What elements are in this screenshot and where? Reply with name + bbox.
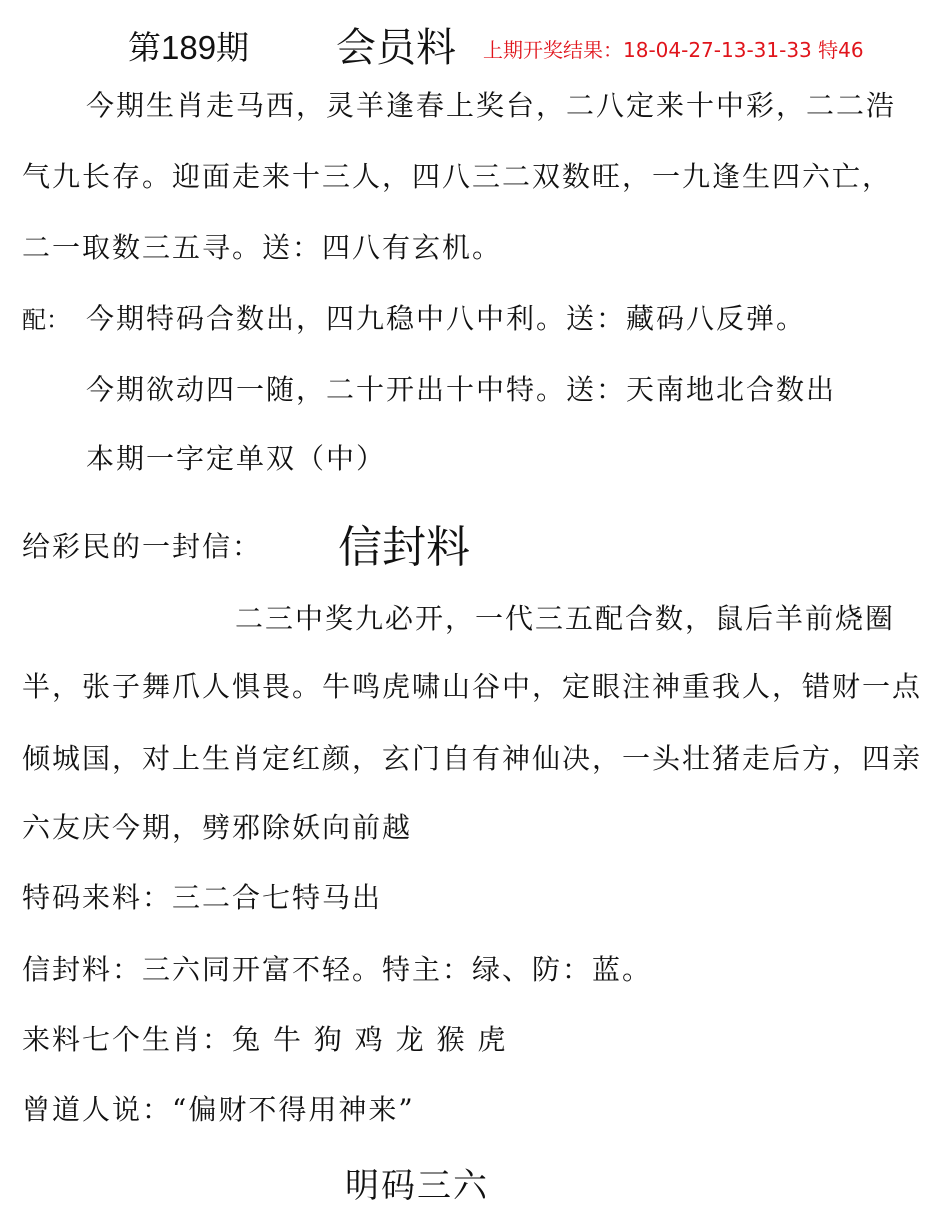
- pei-line-1: 今期特码合数出，四九稳中八中利。送：藏码八反弹。: [86, 302, 807, 335]
- letter-line-1: 二三中奖九必开，一代三五配合数，鼠后羊前烧圈: [235, 602, 896, 635]
- note-envelope: 信封料：三六同开富不轻。特主：绿、防：蓝。: [22, 953, 653, 986]
- letter-line-2: 半，张子舞爪人惧畏。牛鸣虎啸山谷中，定眼注神重我人，错财一点: [22, 670, 923, 703]
- pei-line-3: 本期一字定单双（中）: [86, 442, 387, 475]
- pei-label: 配：: [22, 306, 70, 334]
- note-quote: 曾道人说：“偏财不得用神来”: [22, 1093, 415, 1126]
- poem-line-1: 今期生肖走马西，灵羊逢春上奖台，二八定来十中彩，二二浩: [86, 89, 897, 122]
- letter-title: 信封料: [338, 522, 470, 573]
- poem-line-3: 二一取数三五寻。送：四八有玄机。: [22, 231, 503, 264]
- issue-number: 第189期: [128, 29, 250, 66]
- note-special-code: 特码来料：三二合七特马出: [22, 881, 383, 914]
- member-title: 会员料: [336, 25, 456, 71]
- note-zodiac: 来料七个生肖：兔 牛 狗 鸡 龙 猴 虎: [22, 1023, 508, 1056]
- last-draw-result: 上期开奖结果：18-04-27-13-31-33 特46: [483, 38, 864, 62]
- letter-line-4: 六友庆今期，劈邪除妖向前越: [22, 811, 413, 844]
- pei-line-2: 今期欲动四一随，二十开出十中特。送：天南地北合数出: [86, 373, 837, 406]
- footer-text: 明码三六: [345, 1166, 489, 1206]
- poem-line-2: 气九长存。迎面走来十三人，四八三二双数旺，一九逢生四六亡，: [22, 160, 893, 193]
- letter-line-3: 倾城国，对上生肖定红颜，玄门自有神仙决，一头壮猪走后方，四亲: [22, 742, 923, 775]
- letter-label: 给彩民的一封信：: [22, 530, 263, 563]
